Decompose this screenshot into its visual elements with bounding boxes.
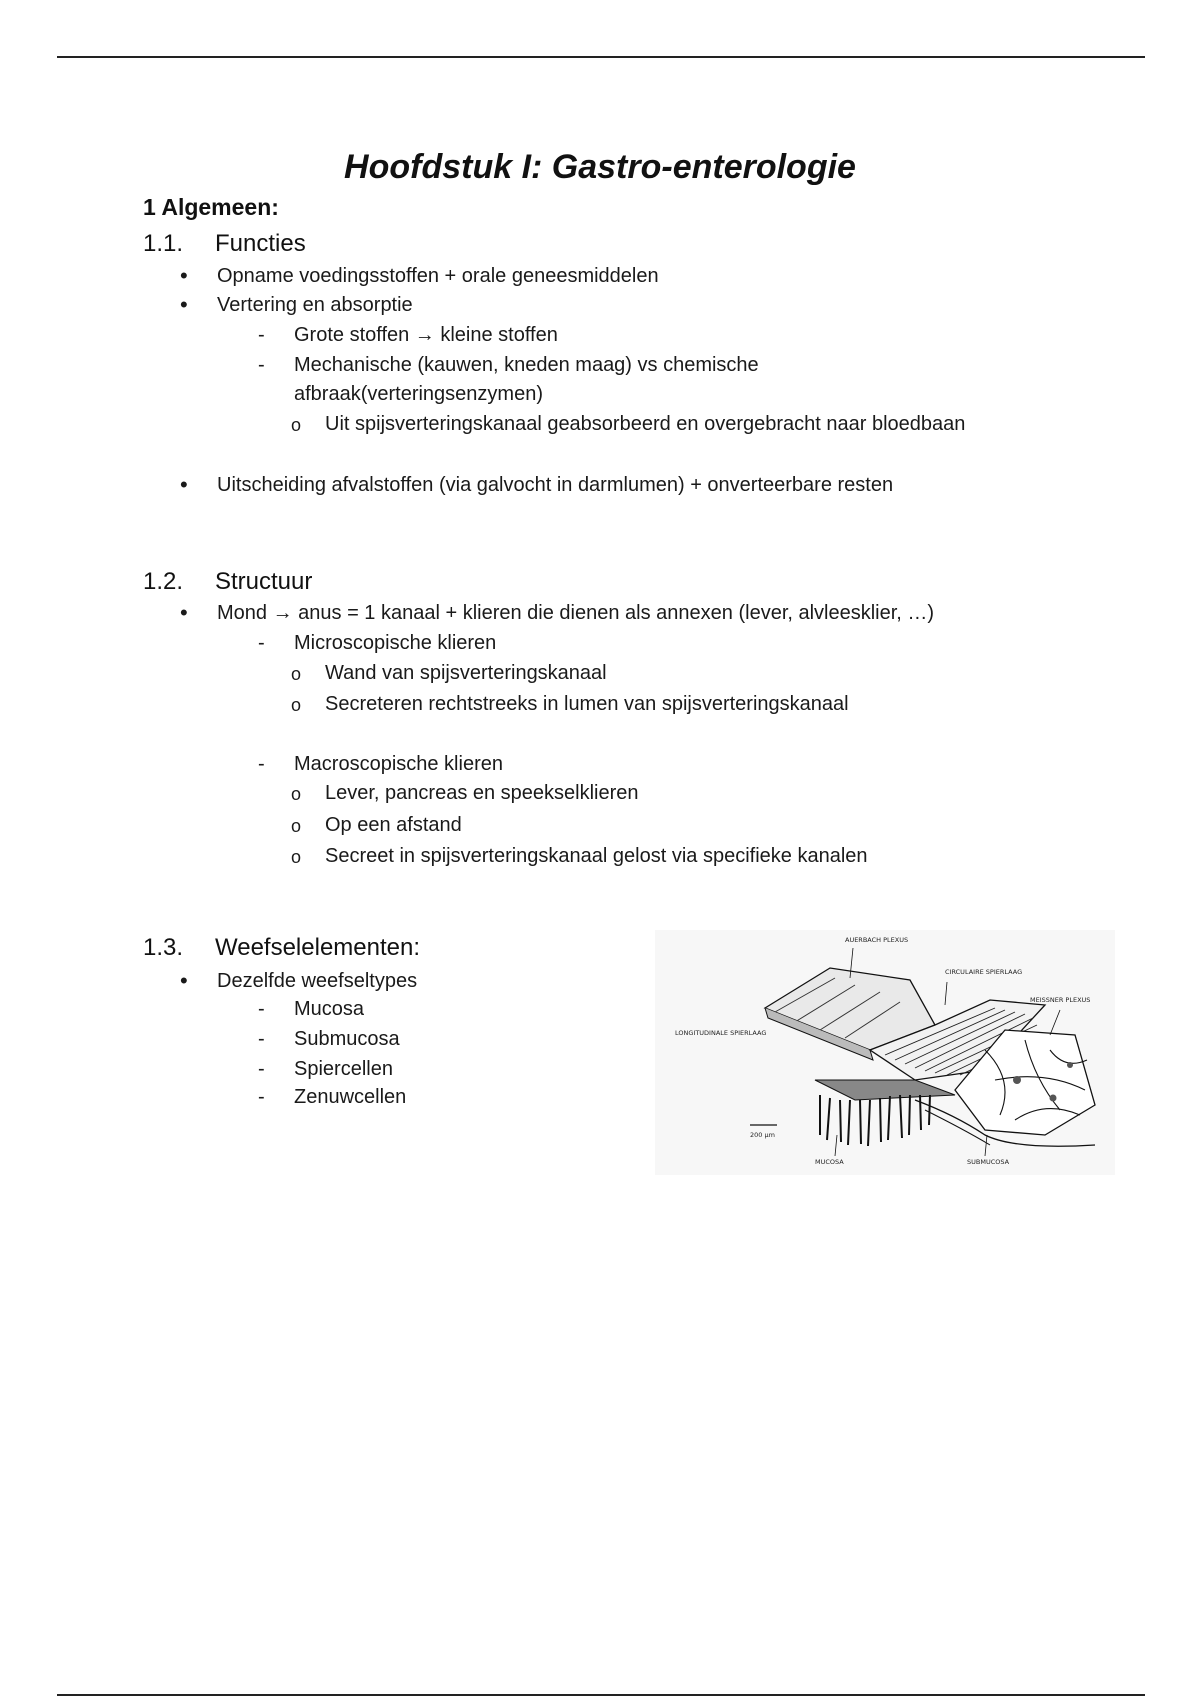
circle-bullet-icon: o (291, 816, 302, 836)
list-item: Opname voedingsstoffen + orale geneesmiddelen (217, 265, 659, 287)
list-item: Mucosa (294, 998, 365, 1020)
list-item: Zenuwcellen (294, 1086, 407, 1108)
heading-number: 1.3. (143, 934, 184, 961)
heading-text: Weefselelementen: (215, 934, 421, 961)
circle-bullet-icon: o (291, 415, 302, 435)
intestinal-wall-diagram (655, 930, 1115, 1175)
heading-text: Functies (215, 230, 306, 257)
list-item: Vertering en absorptie (217, 294, 413, 316)
figure-label-longitudinale: LONGITUDINALE SPIERLAAG (675, 1029, 767, 1037)
bullet-icon: • (180, 263, 188, 288)
list-item: Uit spijsverteringskanaal geabsorbeerd en overgebracht naar bloedbaan (325, 413, 966, 435)
bullet-icon: • (180, 292, 188, 317)
bullet-icon: • (180, 472, 188, 497)
list-item: Uitscheiding afvalstoffen (via galvocht in darmlumen) + onverteerbare resten (217, 474, 894, 496)
footer-rule (57, 1694, 1145, 1696)
list-item: Lever, pancreas en speekselklieren (325, 782, 639, 804)
heading-structuur (143, 568, 312, 596)
list-item: Submucosa (294, 1028, 400, 1050)
list-item-continuation: afbraak(verteringsenzymen) (294, 383, 543, 405)
list-item: Op een afstand (325, 814, 462, 836)
list-item: Dezelfde weefseltypes (217, 970, 418, 992)
bullet-icon: • (180, 600, 188, 625)
header-rule (57, 56, 1145, 58)
dash-icon: - (258, 632, 265, 654)
dash-icon: - (258, 1028, 265, 1050)
list-item: Spiercellen (294, 1058, 393, 1080)
intestinal-wall-figure (655, 930, 1115, 1175)
heading-weefselelementen (143, 934, 420, 962)
section-heading-algemeen: 1 Algemeen: (143, 194, 279, 220)
list-item: Mond → anus = 1 kanaal + klieren die dienen als annexen (lever, alvleesklier, …) (217, 602, 935, 624)
dash-icon: - (258, 1086, 265, 1108)
bullet-icon: • (180, 968, 188, 993)
figure-label-submucosa: SUBMUCOSA (967, 1158, 1010, 1166)
dash-icon: - (258, 1058, 265, 1080)
circle-bullet-icon: o (291, 784, 302, 804)
heading-number: 1.1. (143, 230, 184, 257)
list-item: Wand van spijsverteringskanaal (325, 662, 607, 684)
circle-bullet-icon: o (291, 664, 302, 684)
heading-text: Structuur (215, 568, 313, 595)
heading-number: 1.2. (143, 568, 184, 595)
dash-icon: - (258, 354, 265, 376)
figure-label-auerbach: AUERBACH PLEXUS (845, 936, 909, 944)
list-item: Macroscopische klieren (294, 753, 503, 775)
list-item: Grote stoffen → kleine stoffen (294, 324, 558, 346)
page-title: Hoofdstuk I: Gastro-enterologie (344, 148, 856, 186)
list-item: Secreteren rechtstreeks in lumen van spijsverteringskanaal (325, 693, 849, 715)
circle-bullet-icon: o (291, 847, 302, 867)
heading-functies (143, 230, 306, 258)
list-item: Secreet in spijsverteringskanaal gelost via specifieke kanalen (325, 845, 868, 867)
dash-icon: - (258, 324, 265, 346)
dash-icon: - (258, 753, 265, 775)
figure-label-scale: 200 µm (750, 1131, 775, 1139)
list-item: Mechanische (kauwen, kneden maag) vs chemische (294, 354, 759, 376)
figure-label-mucosa: MUCOSA (815, 1158, 844, 1166)
figure-label-meissner: MEISSNER PLEXUS (1030, 996, 1091, 1004)
figure-label-circulaire: CIRCULAIRE SPIERLAAG (945, 968, 1023, 976)
list-item: Microscopische klieren (294, 632, 497, 654)
dash-icon: - (258, 998, 265, 1020)
circle-bullet-icon: o (291, 695, 302, 715)
